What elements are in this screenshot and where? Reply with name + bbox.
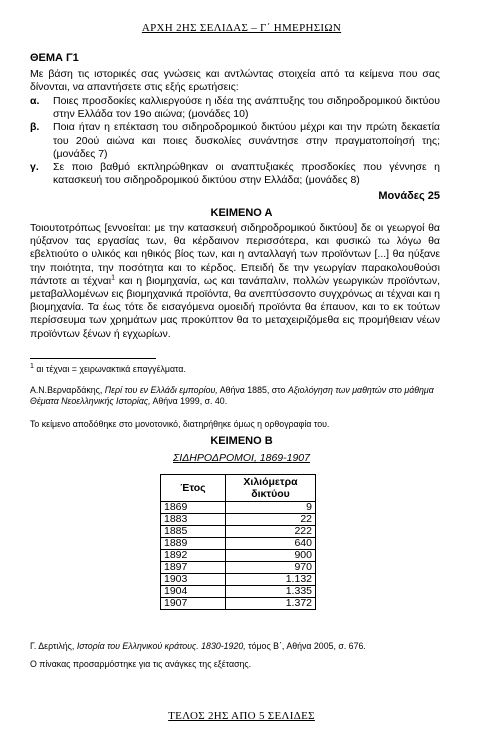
source-author: Γ. Δερτιλής,	[30, 641, 77, 651]
units-label: Μονάδες 25	[378, 190, 440, 202]
source-place: Αθήνα 1885, στο	[217, 385, 288, 395]
source-book: Αξιολόγηση των μαθητών στο μάθημα Θέματα Νεοελληνικής Ιστορίας,	[30, 385, 434, 406]
text-a-body-part: και η βιομηχανία, ως και τανάπαλιν, πολλών γεωργικών προϊόντων, μεταβαλλομένων εις βιομηχανικά προϊόντα, θα ανεπτύσσοντο συγχρόνως αι τέχναι και η βιομηχανία. Τα έως τότε δε εισαγόμενα ομοειδή προϊόντα θα έπαυον, και το εκ τούτων περίσσευμα των χρημάτων μας προκύπτον θα το μεταχειριζόμεθα εις προμήθειαν νέων προϊόντων ξένων ή εγχωρίων.	[30, 274, 440, 340]
source-title: Περί του εν Ελλάδι εμπορίου,	[104, 385, 218, 395]
cell-year: 1897	[161, 562, 226, 574]
cell-km: 1.132	[226, 574, 316, 586]
source-title: Ιστορία του Ελληνικού κράτους. 1830-1920,	[76, 641, 246, 651]
footnote-mark: 1	[111, 274, 116, 282]
cell-year: 1892	[161, 550, 226, 562]
cell-year: 1889	[161, 538, 226, 550]
cell-km: 1.372	[226, 598, 316, 610]
question-list	[30, 95, 440, 187]
footnote	[30, 364, 186, 375]
text-a-body	[30, 222, 440, 341]
text-a-body-part: Τοιουτοτρόπως [εννοείται: με την κατασκευή σιδηροδρομικού δικτύου] δε οι γεωργοί θα ηύξανον τας εργασίας των, θα κέρδαινον περισσότερα, και φυσικώ τω λόγω θα εβελτιούτο ο υλικός και ηθικός βίος των, και η ανταλλαγή των προϊόντων [...] θα ηύξανε την ποιότητα, την ποσότητα και το κέρδος. Επειδή δε την γεωργίαν παρακολουθούσι πάντοτε αι τέχναι	[30, 222, 440, 287]
table-row	[161, 598, 316, 610]
cell-year: 1883	[161, 514, 226, 526]
table-row	[161, 574, 316, 586]
text-b-subtitle: ΣΙΔΗΡΟΔΡΟΜΟΙ, 1869-1907	[173, 452, 310, 464]
table-header-row	[161, 475, 316, 502]
cell-year: 1869	[161, 502, 226, 514]
footnote-divider	[30, 358, 156, 359]
cell-year: 1903	[161, 574, 226, 586]
page-footer: ΤΕΛΟΣ 2ΗΣ ΑΠΟ 5 ΣΕΛΙΔΕΣ	[168, 710, 315, 722]
text-a-source	[30, 385, 445, 407]
table-row	[161, 514, 316, 526]
cell-year: 1904	[161, 586, 226, 598]
footnote-mark: 1	[30, 363, 34, 371]
source-details: τόμος Β΄, Αθήνα 2005, σ. 676.	[245, 641, 366, 651]
text-b-title: ΚΕΙΜΕΝΟ Β	[210, 435, 273, 447]
question-label: γ.	[30, 161, 39, 174]
question-text: Σε ποιο βαθμό εκπληρώθηκαν οι αναπτυξιακές προσδοκίες που γέννησε η κατασκευή του σιδηροδρομικού δικτύου στην Ελλάδα; (μονάδες 8)	[53, 161, 440, 187]
table-row	[161, 526, 316, 538]
source-author: Α.Ν.Βερναρδάκης,	[30, 385, 105, 395]
question-text: Ποιες προσδοκίες καλλιεργούσε η ιδέα της ανάπτυξης του σιδηροδρομικού δικτύου στην Ελλάδα τον 19ο αιώνα; (μονάδες 10)	[53, 95, 440, 121]
table-row	[161, 550, 316, 562]
table-row	[161, 586, 316, 598]
table-row	[161, 502, 316, 514]
col-header-year: Έτος	[161, 475, 226, 502]
cell-km: 222	[226, 526, 316, 538]
cell-km: 640	[226, 538, 316, 550]
cell-km: 900	[226, 550, 316, 562]
question-text: Ποια ήταν η επέκταση του σιδηροδρομικού δικτύου μέχρι και την πρώτη δεκαετία του 20ού αιώνα και ποιες δυσκολίες συνάντησε στην πραγματοποίησή της; (μονάδες 7)	[53, 121, 440, 160]
text-b-source	[30, 641, 366, 652]
question-item	[30, 95, 440, 121]
railway-table	[160, 474, 316, 610]
page-header: ΑΡΧΗ 2ΗΣ ΣΕΛΙΔΑΣ – Γ΄ ΗΜΕΡΗΣΙΩΝ	[141, 22, 342, 34]
question-label: α.	[30, 95, 40, 107]
table-row	[161, 562, 316, 574]
cell-km: 22	[226, 514, 316, 526]
text-a-title: ΚΕΙΜΕΝΟ Α	[210, 207, 273, 219]
cell-km: 970	[226, 562, 316, 574]
section-title: ΘΕΜΑ Γ1	[30, 52, 79, 64]
cell-km: 9	[226, 502, 316, 514]
question-item	[30, 121, 440, 161]
question-item	[30, 161, 440, 187]
cell-year: 1907	[161, 598, 226, 610]
cell-km: 1.335	[226, 586, 316, 598]
intro-paragraph: Με βάση τις ιστορικές σας γνώσεις και αντλώντας στοιχεία από τα κείμενα που σας δίνονται, να απαντήσετε στις εξής ερωτήσεις:	[30, 68, 440, 94]
question-label: β.	[30, 121, 40, 134]
text-a-note: Το κείμενο αποδόθηκε στο μονοτονικό, διατηρήθηκε όμως η ορθογραφία του.	[30, 419, 330, 429]
table-row	[161, 538, 316, 550]
cell-year: 1885	[161, 526, 226, 538]
footnote-text: αι τέχναι = χειρωνακτικά επαγγέλματα.	[36, 364, 186, 374]
col-header-km: Χιλιόμετρα δικτύου	[226, 475, 316, 502]
source-year: Αθήνα 1999, σ. 40.	[150, 396, 228, 406]
text-b-note: Ο πίνακας προσαρμόστηκε για τις ανάγκες της εξέτασης.	[30, 659, 252, 669]
